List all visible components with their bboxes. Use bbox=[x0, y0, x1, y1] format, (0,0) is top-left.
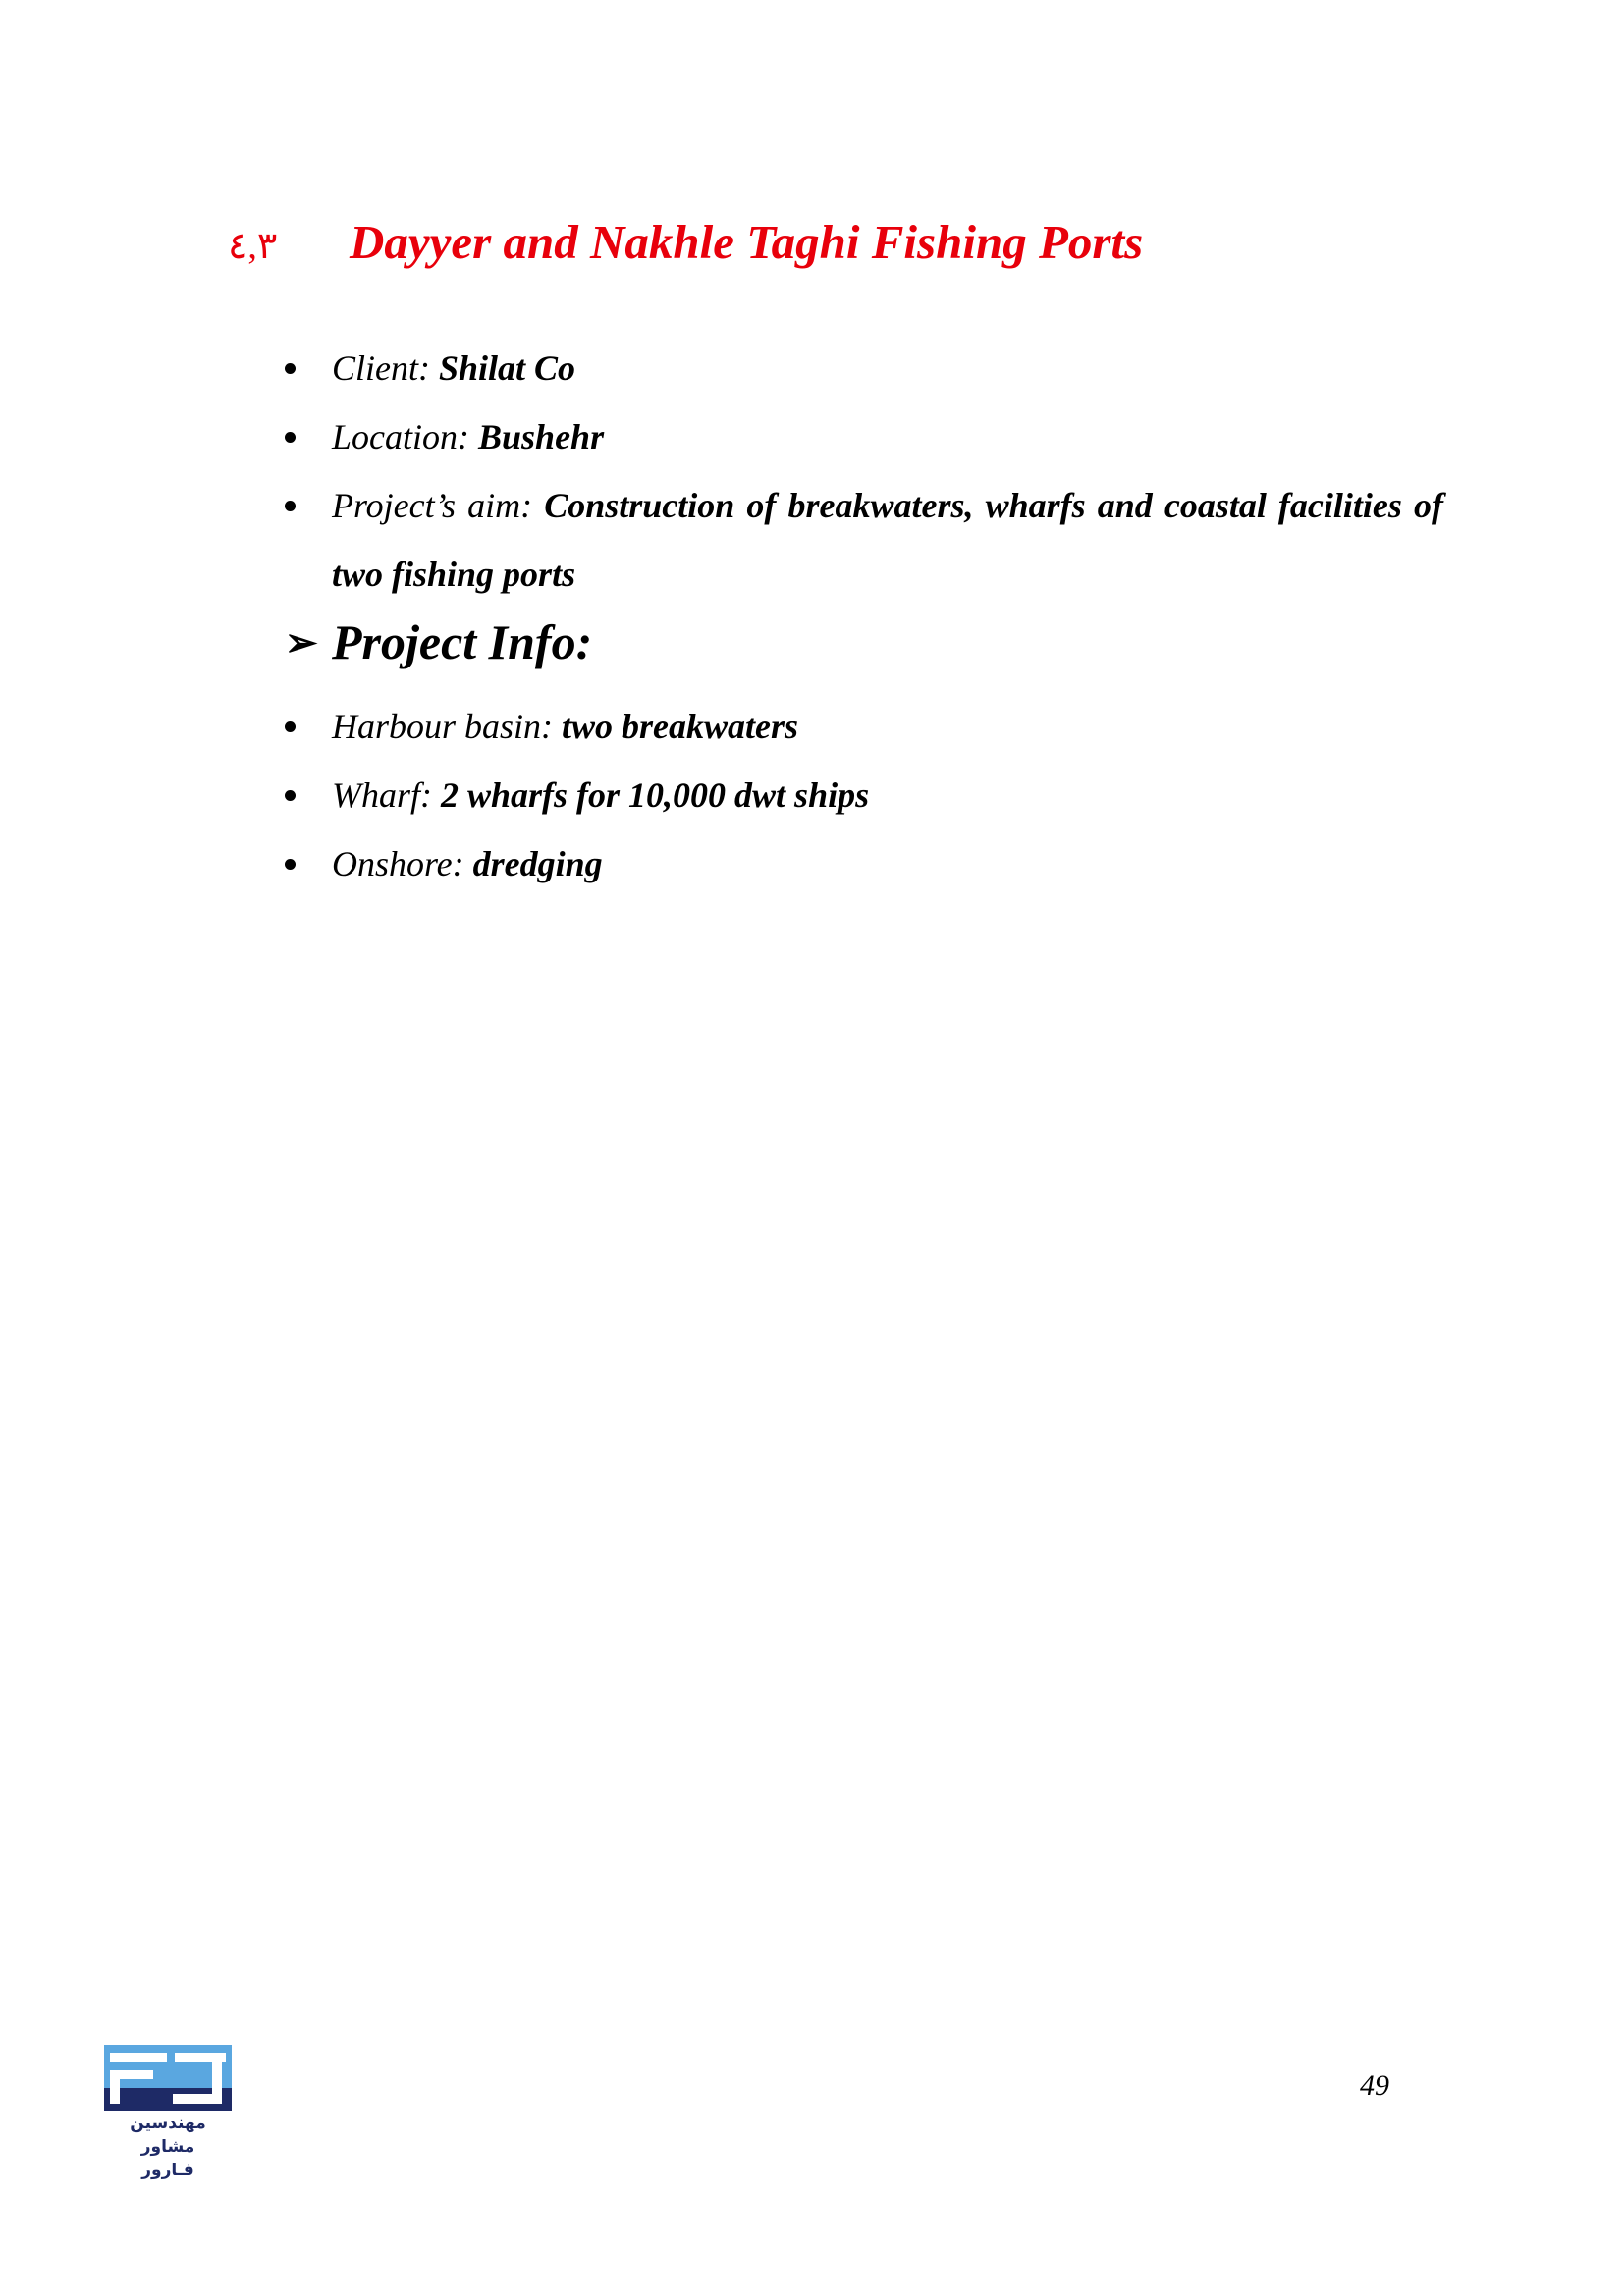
wharf-value: 2 wharfs for 10,000 dwt ships bbox=[441, 775, 870, 815]
page-number: 49 bbox=[1360, 2069, 1389, 2102]
company-logo bbox=[104, 2045, 232, 2182]
list-item-wharf bbox=[285, 761, 1443, 829]
location-label: Location: bbox=[332, 417, 478, 456]
bullet-icon bbox=[285, 790, 296, 801]
bullet-icon bbox=[285, 432, 296, 443]
harbour-label: Harbour basin: bbox=[332, 707, 563, 746]
list-item-aim bbox=[285, 471, 1443, 609]
bullet-icon bbox=[285, 363, 296, 374]
project-details-list bbox=[285, 334, 1443, 609]
logo-mark-icon bbox=[104, 2045, 232, 2111]
client-label: Client: bbox=[332, 348, 439, 388]
project-info-list bbox=[285, 692, 1443, 898]
list-item-harbour bbox=[285, 692, 1443, 761]
bullet-icon bbox=[285, 501, 296, 511]
aim-label: Project’s aim: bbox=[332, 486, 545, 525]
project-info-heading bbox=[285, 614, 592, 670]
client-value: Shilat Co bbox=[438, 348, 576, 388]
section-number: ٤,٣ bbox=[228, 226, 278, 267]
bullet-icon bbox=[285, 859, 296, 870]
aim-value: Construction of breakwaters, wharfs and coastal facilities of two fishing ports bbox=[332, 486, 1443, 594]
location-value: Bushehr bbox=[478, 417, 605, 456]
arrow-bullet-icon: ➢ bbox=[285, 619, 318, 665]
section-title: Dayyer and Nakhle Taghi Fishing Ports bbox=[350, 215, 1144, 269]
bullet-icon bbox=[285, 721, 296, 732]
section-heading bbox=[228, 214, 1143, 270]
onshore-value: dredging bbox=[472, 844, 603, 883]
list-item-client bbox=[285, 334, 1443, 402]
project-info-title: Project Info: bbox=[332, 614, 593, 669]
company-name-line1: مهندسین مشاور bbox=[130, 2113, 206, 2157]
company-name-line2: فـارور bbox=[141, 2161, 194, 2180]
harbour-value: two breakwaters bbox=[562, 707, 799, 746]
list-item-onshore bbox=[285, 829, 1443, 898]
list-item-location bbox=[285, 402, 1443, 471]
onshore-label: Onshore: bbox=[332, 844, 473, 883]
wharf-label: Wharf: bbox=[332, 775, 441, 815]
